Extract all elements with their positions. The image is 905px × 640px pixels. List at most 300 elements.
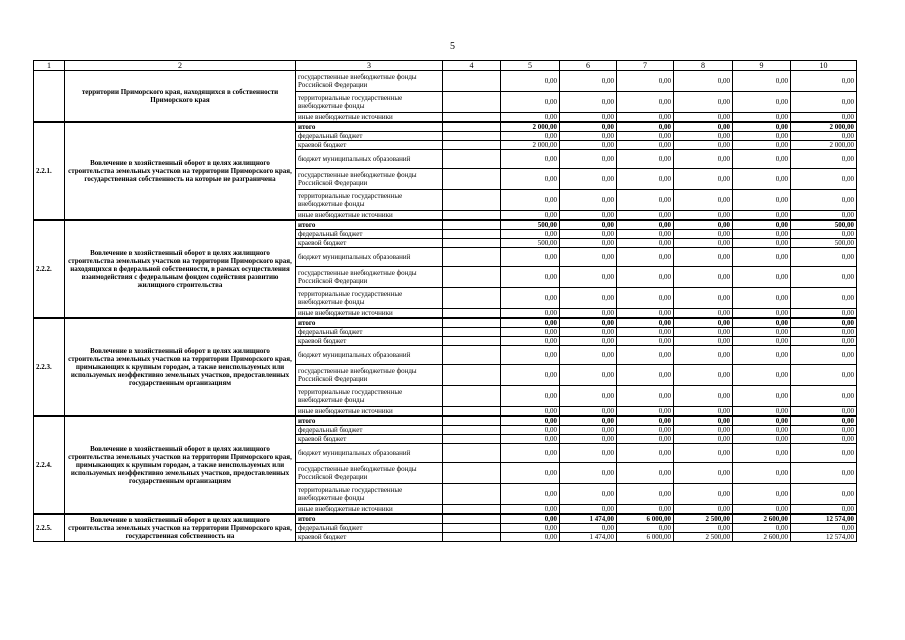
- amount-cell: 0,00: [560, 150, 617, 169]
- column-header: 3: [296, 61, 443, 71]
- amount-cell: 0,00: [791, 524, 857, 533]
- empty-cell: [443, 150, 501, 169]
- empty-cell: [443, 533, 501, 542]
- amount-cell: 0,00: [560, 346, 617, 365]
- amount-cell: 0,00: [733, 365, 791, 386]
- empty-cell: [443, 346, 501, 365]
- amount-cell: 0,00: [791, 365, 857, 386]
- amount-cell: 0,00: [674, 288, 733, 309]
- column-header: 8: [674, 61, 733, 71]
- amount-cell: 0,00: [560, 318, 617, 328]
- table-row: [34, 514, 857, 524]
- amount-cell: 0,00: [501, 288, 560, 309]
- amount-cell: 0,00: [501, 328, 560, 337]
- amount-cell: 0,00: [501, 132, 560, 141]
- amount-cell: 0,00: [617, 309, 674, 319]
- funding-source: бюджет муниципальных образований: [296, 248, 443, 267]
- amount-cell: 0,00: [674, 211, 733, 221]
- amount-cell: 0,00: [733, 407, 791, 417]
- amount-cell: 0,00: [617, 288, 674, 309]
- table-header: [34, 61, 857, 71]
- column-header: 1: [34, 61, 65, 71]
- empty-cell: [443, 484, 501, 505]
- amount-cell: 0,00: [560, 426, 617, 435]
- amount-cell: 0,00: [674, 71, 733, 92]
- amount-cell: 0,00: [791, 505, 857, 515]
- amount-cell: 0,00: [501, 267, 560, 288]
- amount-cell: 0,00: [501, 407, 560, 417]
- amount-cell: 0,00: [560, 92, 617, 113]
- amount-cell: 0,00: [674, 267, 733, 288]
- amount-cell: 0,00: [733, 169, 791, 190]
- funding-source: краевой бюджет: [296, 141, 443, 150]
- amount-cell: 0,00: [674, 416, 733, 426]
- funding-source: федеральный бюджет: [296, 426, 443, 435]
- amount-cell: 0,00: [791, 416, 857, 426]
- amount-cell: 0,00: [617, 365, 674, 386]
- amount-cell: 0,00: [674, 169, 733, 190]
- empty-cell: [443, 309, 501, 319]
- amount-cell: 0,00: [617, 484, 674, 505]
- amount-cell: 0,00: [733, 211, 791, 221]
- funding-source: итого: [296, 416, 443, 426]
- amount-cell: 12 574,00: [791, 514, 857, 524]
- amount-cell: 0,00: [733, 267, 791, 288]
- amount-cell: 0,00: [501, 365, 560, 386]
- empty-cell: [443, 113, 501, 123]
- amount-cell: 0,00: [674, 435, 733, 444]
- amount-cell: 0,00: [674, 426, 733, 435]
- amount-cell: 0,00: [501, 318, 560, 328]
- funding-source: краевой бюджет: [296, 239, 443, 248]
- amount-cell: 0,00: [674, 239, 733, 248]
- amount-cell: 0,00: [674, 484, 733, 505]
- funding-source: федеральный бюджет: [296, 524, 443, 533]
- funding-source: иные внебюджетные источники: [296, 211, 443, 221]
- amount-cell: 0,00: [791, 132, 857, 141]
- amount-cell: 0,00: [501, 514, 560, 524]
- amount-cell: 0,00: [617, 169, 674, 190]
- amount-cell: 0,00: [791, 92, 857, 113]
- amount-cell: 0,00: [791, 190, 857, 211]
- amount-cell: 0,00: [733, 190, 791, 211]
- amount-cell: 0,00: [733, 92, 791, 113]
- amount-cell: 1 474,00: [560, 533, 617, 542]
- empty-cell: [443, 220, 501, 230]
- amount-cell: 0,00: [733, 346, 791, 365]
- amount-cell: 0,00: [617, 113, 674, 123]
- empty-cell: [443, 248, 501, 267]
- column-header: 2: [65, 61, 296, 71]
- amount-cell: 0,00: [560, 365, 617, 386]
- measure-code: [34, 71, 65, 123]
- amount-cell: 0,00: [733, 122, 791, 132]
- amount-cell: 0,00: [617, 122, 674, 132]
- measure-title: Вовлечение в хозяйственный оборот в целях жилищного строительства земельных участков на территории Приморского края, примыкающих к крупным городам, а также неиспользуемых или используемых неэффективно земельных участков, предоставленных государственным организациям: [65, 318, 296, 416]
- amount-cell: 0,00: [501, 463, 560, 484]
- amount-cell: 0,00: [617, 230, 674, 239]
- amount-cell: 0,00: [674, 190, 733, 211]
- amount-cell: 0,00: [617, 92, 674, 113]
- amount-cell: 0,00: [617, 248, 674, 267]
- amount-cell: 0,00: [560, 288, 617, 309]
- table-row: [34, 220, 857, 230]
- amount-cell: 0,00: [560, 169, 617, 190]
- amount-cell: 0,00: [560, 463, 617, 484]
- amount-cell: 2 000,00: [791, 141, 857, 150]
- amount-cell: 0,00: [617, 239, 674, 248]
- amount-cell: 0,00: [733, 435, 791, 444]
- amount-cell: 0,00: [617, 407, 674, 417]
- amount-cell: 0,00: [791, 248, 857, 267]
- column-header: 5: [501, 61, 560, 71]
- amount-cell: 0,00: [560, 505, 617, 515]
- amount-cell: 0,00: [560, 141, 617, 150]
- empty-cell: [443, 444, 501, 463]
- empty-cell: [443, 328, 501, 337]
- amount-cell: 0,00: [617, 463, 674, 484]
- amount-cell: 0,00: [674, 122, 733, 132]
- amount-cell: 0,00: [674, 248, 733, 267]
- amount-cell: 0,00: [791, 318, 857, 328]
- amount-cell: 0,00: [674, 463, 733, 484]
- amount-cell: 0,00: [791, 444, 857, 463]
- empty-cell: [443, 407, 501, 417]
- amount-cell: 0,00: [617, 211, 674, 221]
- amount-cell: 0,00: [733, 132, 791, 141]
- amount-cell: 0,00: [674, 337, 733, 346]
- empty-cell: [443, 211, 501, 221]
- amount-cell: 2 500,00: [674, 533, 733, 542]
- funding-source: краевой бюджет: [296, 337, 443, 346]
- budget-table: [33, 60, 857, 542]
- amount-cell: 0,00: [791, 426, 857, 435]
- funding-source: краевой бюджет: [296, 533, 443, 542]
- amount-cell: 0,00: [617, 318, 674, 328]
- amount-cell: 0,00: [791, 407, 857, 417]
- amount-cell: 12 574,00: [791, 533, 857, 542]
- column-header: 4: [443, 61, 501, 71]
- amount-cell: 0,00: [617, 141, 674, 150]
- amount-cell: 0,00: [674, 113, 733, 123]
- column-number-row: [34, 61, 857, 71]
- amount-cell: 0,00: [674, 309, 733, 319]
- amount-cell: 0,00: [733, 71, 791, 92]
- amount-cell: 0,00: [617, 220, 674, 230]
- amount-cell: 0,00: [560, 328, 617, 337]
- amount-cell: 2 000,00: [501, 122, 560, 132]
- empty-cell: [443, 463, 501, 484]
- amount-cell: 0,00: [791, 150, 857, 169]
- measure-title: Вовлечение в хозяйственный оборот в целях жилищного строительства земельных участков на территории Приморского края, государственная собственность на которые не разграничена: [65, 122, 296, 220]
- amount-cell: 0,00: [791, 113, 857, 123]
- empty-cell: [443, 267, 501, 288]
- amount-cell: 0,00: [617, 524, 674, 533]
- amount-cell: 0,00: [791, 435, 857, 444]
- amount-cell: 0,00: [617, 444, 674, 463]
- funding-source: бюджет муниципальных образований: [296, 150, 443, 169]
- funding-source: территориальные государственные внебюджетные фонды: [296, 386, 443, 407]
- amount-cell: 0,00: [617, 328, 674, 337]
- amount-cell: 0,00: [617, 71, 674, 92]
- amount-cell: 0,00: [560, 132, 617, 141]
- amount-cell: 0,00: [501, 211, 560, 221]
- amount-cell: 0,00: [791, 230, 857, 239]
- amount-cell: 0,00: [733, 309, 791, 319]
- column-header: 6: [560, 61, 617, 71]
- column-header: 9: [733, 61, 791, 71]
- table-row: [34, 122, 857, 132]
- measure-code: 2.2.3.: [34, 318, 65, 416]
- amount-cell: 0,00: [560, 211, 617, 221]
- empty-cell: [443, 426, 501, 435]
- amount-cell: 0,00: [501, 309, 560, 319]
- table-row: [34, 318, 857, 328]
- funding-source: государственные внебюджетные фонды Российской Федерации: [296, 463, 443, 484]
- amount-cell: 0,00: [674, 444, 733, 463]
- empty-cell: [443, 505, 501, 515]
- amount-cell: 0,00: [791, 484, 857, 505]
- amount-cell: 0,00: [560, 444, 617, 463]
- amount-cell: 0,00: [617, 150, 674, 169]
- funding-source: краевой бюджет: [296, 435, 443, 444]
- amount-cell: 0,00: [501, 444, 560, 463]
- table-body: [34, 71, 857, 542]
- amount-cell: 0,00: [501, 190, 560, 211]
- amount-cell: 0,00: [674, 141, 733, 150]
- amount-cell: 0,00: [733, 337, 791, 346]
- funding-source: государственные внебюджетные фонды Российской Федерации: [296, 71, 443, 92]
- amount-cell: 0,00: [501, 150, 560, 169]
- funding-source: итого: [296, 122, 443, 132]
- amount-cell: 0,00: [617, 190, 674, 211]
- empty-cell: [443, 239, 501, 248]
- funding-source: итого: [296, 220, 443, 230]
- amount-cell: 2 000,00: [791, 122, 857, 132]
- amount-cell: 0,00: [791, 328, 857, 337]
- amount-cell: 0,00: [674, 230, 733, 239]
- measure-title: территории Приморского края, находящихся в собственности Приморского края: [65, 71, 296, 123]
- amount-cell: 0,00: [501, 248, 560, 267]
- funding-source: иные внебюджетные источники: [296, 113, 443, 123]
- empty-cell: [443, 71, 501, 92]
- amount-cell: 0,00: [560, 239, 617, 248]
- measure-code: 2.2.2.: [34, 220, 65, 318]
- amount-cell: 0,00: [617, 416, 674, 426]
- amount-cell: 0,00: [733, 318, 791, 328]
- amount-cell: 0,00: [501, 435, 560, 444]
- amount-cell: 0,00: [791, 288, 857, 309]
- amount-cell: 0,00: [501, 113, 560, 123]
- amount-cell: 0,00: [501, 484, 560, 505]
- amount-cell: 0,00: [617, 346, 674, 365]
- measure-code: 2.2.5.: [34, 514, 65, 542]
- amount-cell: 6 000,00: [617, 514, 674, 524]
- amount-cell: 0,00: [674, 220, 733, 230]
- column-header: 10: [791, 61, 857, 71]
- page-number: 5: [450, 41, 455, 52]
- amount-cell: 1 474,00: [560, 514, 617, 524]
- amount-cell: 0,00: [560, 435, 617, 444]
- amount-cell: 0,00: [733, 444, 791, 463]
- amount-cell: 0,00: [501, 416, 560, 426]
- amount-cell: 2 600,00: [733, 514, 791, 524]
- measure-code: 2.2.1.: [34, 122, 65, 220]
- empty-cell: [443, 524, 501, 533]
- funding-source: итого: [296, 318, 443, 328]
- amount-cell: 0,00: [560, 113, 617, 123]
- amount-cell: 0,00: [674, 92, 733, 113]
- amount-cell: 0,00: [674, 346, 733, 365]
- amount-cell: 0,00: [791, 211, 857, 221]
- amount-cell: 0,00: [733, 220, 791, 230]
- funding-source: иные внебюджетные источники: [296, 407, 443, 417]
- amount-cell: 0,00: [617, 435, 674, 444]
- amount-cell: 0,00: [674, 386, 733, 407]
- funding-source: территориальные государственные внебюджетные фонды: [296, 288, 443, 309]
- amount-cell: 0,00: [617, 426, 674, 435]
- amount-cell: 0,00: [501, 505, 560, 515]
- amount-cell: 0,00: [617, 505, 674, 515]
- amount-cell: 0,00: [560, 407, 617, 417]
- empty-cell: [443, 169, 501, 190]
- empty-cell: [443, 416, 501, 426]
- amount-cell: 500,00: [501, 239, 560, 248]
- amount-cell: 0,00: [733, 248, 791, 267]
- amount-cell: 0,00: [733, 484, 791, 505]
- amount-cell: 0,00: [560, 484, 617, 505]
- amount-cell: 0,00: [733, 416, 791, 426]
- empty-cell: [443, 190, 501, 211]
- funding-source: территориальные государственные внебюджетные фонды: [296, 92, 443, 113]
- funding-source: территориальные государственные внебюджетные фонды: [296, 484, 443, 505]
- amount-cell: 0,00: [501, 71, 560, 92]
- amount-cell: 0,00: [501, 524, 560, 533]
- empty-cell: [443, 132, 501, 141]
- empty-cell: [443, 386, 501, 407]
- amount-cell: 0,00: [501, 386, 560, 407]
- amount-cell: 0,00: [560, 524, 617, 533]
- amount-cell: 0,00: [733, 328, 791, 337]
- amount-cell: 0,00: [617, 337, 674, 346]
- amount-cell: 0,00: [560, 220, 617, 230]
- measure-title: Вовлечение в хозяйственный оборот в целях жилищного строительства земельных участков на территории Приморского края, государственная собственность на: [65, 514, 296, 542]
- measure-code: 2.2.4.: [34, 416, 65, 514]
- amount-cell: 0,00: [791, 267, 857, 288]
- amount-cell: 0,00: [501, 337, 560, 346]
- empty-cell: [443, 92, 501, 113]
- amount-cell: 0,00: [791, 346, 857, 365]
- amount-cell: 0,00: [791, 337, 857, 346]
- amount-cell: 0,00: [733, 113, 791, 123]
- amount-cell: 0,00: [560, 248, 617, 267]
- amount-cell: 0,00: [791, 169, 857, 190]
- amount-cell: 0,00: [674, 328, 733, 337]
- empty-cell: [443, 365, 501, 386]
- amount-cell: 0,00: [501, 533, 560, 542]
- empty-cell: [443, 435, 501, 444]
- empty-cell: [443, 141, 501, 150]
- amount-cell: 0,00: [560, 309, 617, 319]
- measure-title: Вовлечение в хозяйственный оборот в целях жилищного строительства земельных участков на территории Приморского края, примыкающих к крупным городам, а также неиспользуемых или используемых неэффективно земельных участков, предоставленных государственным организациям: [65, 416, 296, 514]
- amount-cell: 0,00: [560, 267, 617, 288]
- amount-cell: 0,00: [560, 71, 617, 92]
- amount-cell: 0,00: [560, 337, 617, 346]
- amount-cell: 0,00: [674, 365, 733, 386]
- amount-cell: 0,00: [733, 463, 791, 484]
- amount-cell: 0,00: [617, 132, 674, 141]
- column-header: 7: [617, 61, 674, 71]
- amount-cell: 0,00: [674, 407, 733, 417]
- empty-cell: [443, 318, 501, 328]
- amount-cell: 0,00: [733, 230, 791, 239]
- amount-cell: 0,00: [733, 150, 791, 169]
- empty-cell: [443, 122, 501, 132]
- amount-cell: 500,00: [791, 239, 857, 248]
- amount-cell: 0,00: [560, 122, 617, 132]
- amount-cell: 0,00: [733, 141, 791, 150]
- funding-source: итого: [296, 514, 443, 524]
- amount-cell: 0,00: [501, 92, 560, 113]
- funding-source: федеральный бюджет: [296, 328, 443, 337]
- amount-cell: 0,00: [791, 71, 857, 92]
- funding-source: федеральный бюджет: [296, 132, 443, 141]
- amount-cell: 0,00: [560, 386, 617, 407]
- empty-cell: [443, 337, 501, 346]
- funding-source: иные внебюджетные источники: [296, 505, 443, 515]
- amount-cell: 500,00: [791, 220, 857, 230]
- funding-source: государственные внебюджетные фонды Российской Федерации: [296, 169, 443, 190]
- amount-cell: 0,00: [733, 426, 791, 435]
- amount-cell: 0,00: [617, 386, 674, 407]
- amount-cell: 0,00: [501, 426, 560, 435]
- measure-title: Вовлечение в хозяйственный оборот в целях жилищного строительства земельных участков на территории Приморского края, находящихся в федеральной собственности, в рамках осуществления взаимодействия с федеральным фондом содействия развитию жилищного строительства: [65, 220, 296, 318]
- amount-cell: 2 500,00: [674, 514, 733, 524]
- amount-cell: 0,00: [560, 190, 617, 211]
- amount-cell: 0,00: [674, 505, 733, 515]
- funding-source: федеральный бюджет: [296, 230, 443, 239]
- amount-cell: 0,00: [733, 505, 791, 515]
- empty-cell: [443, 230, 501, 239]
- funding-source: территориальные государственные внебюджетные фонды: [296, 190, 443, 211]
- amount-cell: 0,00: [791, 386, 857, 407]
- funding-source: иные внебюджетные источники: [296, 309, 443, 319]
- amount-cell: 0,00: [560, 416, 617, 426]
- amount-cell: 6 000,00: [617, 533, 674, 542]
- funding-source: бюджет муниципальных образований: [296, 444, 443, 463]
- amount-cell: 0,00: [674, 318, 733, 328]
- amount-cell: 2 600,00: [733, 533, 791, 542]
- amount-cell: 0,00: [791, 309, 857, 319]
- table-row: [34, 416, 857, 426]
- amount-cell: 0,00: [791, 463, 857, 484]
- empty-cell: [443, 288, 501, 309]
- amount-cell: 0,00: [501, 230, 560, 239]
- amount-cell: 0,00: [733, 239, 791, 248]
- amount-cell: 0,00: [674, 150, 733, 169]
- empty-cell: [443, 514, 501, 524]
- amount-cell: 0,00: [501, 346, 560, 365]
- amount-cell: 0,00: [501, 169, 560, 190]
- funding-source: бюджет муниципальных образований: [296, 346, 443, 365]
- amount-cell: 0,00: [733, 288, 791, 309]
- table-row: [34, 71, 857, 92]
- amount-cell: 0,00: [674, 132, 733, 141]
- amount-cell: 0,00: [674, 524, 733, 533]
- amount-cell: 500,00: [501, 220, 560, 230]
- amount-cell: 0,00: [733, 524, 791, 533]
- funding-source: государственные внебюджетные фонды Российской Федерации: [296, 267, 443, 288]
